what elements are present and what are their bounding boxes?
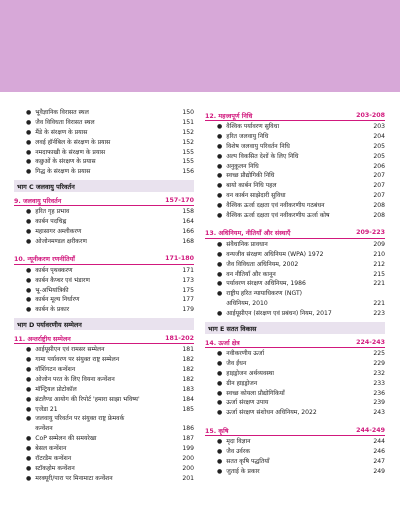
toc-entry [205,457,385,467]
toc-entry [14,295,194,305]
chapter-pages: 157-170 [165,196,194,204]
toc-entry-page: 212 [373,260,385,268]
bullet-icon: ● [217,399,223,407]
part-heading: भाग D पर्यावरणीय सम्मेलन [14,318,194,330]
toc-entry [14,217,194,227]
toc-entry-page: 225 [373,350,385,358]
toc-entry-title: अनुकूलन निधि [226,162,259,170]
chapter-title: 12. महत्त्वपूर्ण निधि [205,112,253,120]
toc-entry [14,375,194,385]
part-heading: भाग C जलवायु परिवर्तन [14,180,194,192]
header-band [0,0,400,92]
bullet-icon: ● [26,109,32,116]
toc-entry [205,279,385,289]
toc-entry [205,467,385,477]
toc-entry-page: 155 [182,158,194,166]
toc-entry-page: 221 [373,300,385,308]
bullet-icon: ● [26,218,32,226]
bullet-icon: ● [217,448,223,456]
bullet-icon: ● [217,132,223,140]
bullet-icon: ● [217,212,223,220]
toc-entry [14,276,194,286]
toc-entry-page: 239 [373,399,385,407]
toc-entry [205,132,385,142]
toc-entry [205,250,385,260]
toc-entry-page: 243 [373,409,385,417]
bullet-icon: ● [26,208,32,216]
toc-entry-title: वन नीतियाँ और कानून [226,270,276,278]
toc-entry-page: 152 [182,128,194,136]
toc-entry-page: 207 [373,172,385,180]
bullet-icon: ● [26,464,32,472]
bullet-icon: ● [26,158,32,166]
toc-entry-title: गामा पर्यावरण पर संयुक्त राष्ट्र सम्मेलन [35,356,120,364]
chapter-pages: 203-208 [356,111,385,119]
toc-left-column [14,108,194,484]
toc-entry-title: हाइड्रोजन अर्थव्यवस्था [226,369,275,377]
toc-entry-title: संवैधानिक प्रावधान [226,240,268,248]
toc-entry-title: वैश्विक ऊर्जा दक्षता एवं नवीकरणीय ऊर्जा कोष [226,212,330,220]
bullet-icon: ● [26,286,32,294]
toc-entry [14,207,194,217]
bullet-icon: ● [217,458,223,466]
toc-entry [14,167,194,177]
toc-entry [205,152,385,162]
toc-entry [205,191,385,201]
toc-entry-title: मरक्यूरी/पारा पर मिनामाटा कन्वेंशन [35,474,113,482]
toc-entry [14,395,194,405]
toc-entry-page: 166 [182,228,194,236]
chapter-pages: 181-202 [165,334,194,342]
toc-entry [14,385,194,395]
toc-entry [205,389,385,399]
toc-entry-page: 232 [373,369,385,377]
toc-entry [14,108,194,118]
toc-entry-title: CoP सम्मेलन की समयरेखा [35,435,97,443]
toc-entry-title: आईयूसीएन (संरक्षण एवं प्रबंधन) नियम, 2017 [226,310,332,318]
toc-entry-page: 156 [182,168,194,176]
bullet-icon: ● [217,123,223,130]
toc-page [0,92,400,511]
chapter-title: 14. ऊर्जा क्षेत्र [205,339,240,347]
toc-entry [14,454,194,464]
chapter-heading [14,333,194,344]
chapter-pages: 209-223 [356,229,385,237]
toc-entry [14,365,194,375]
toc-entry-title: बेसल कन्वेंशन [35,445,67,453]
toc-entry-page: 151 [182,118,194,126]
toc-entry-title: कार्बन पृथक्करण [35,266,73,274]
toc-entry [205,379,385,389]
bullet-icon: ● [217,240,223,248]
toc-entry [205,211,385,221]
toc-entry-page: 200 [182,464,194,472]
toc-entry-page: 158 [182,208,194,216]
toc-entry-title: रॉटरडैम कन्वेंशन [35,455,72,463]
toc-entry-title: मृदा विज्ञान [226,438,251,446]
toc-entry [14,434,194,444]
toc-entry [14,345,194,355]
bullet-icon: ● [217,260,223,268]
toc-entry [205,408,385,418]
toc-entry-title: स्टॉकहोम कन्वेंशन [35,464,75,472]
toc-entry-title: कार्बन कैप्चर एवं भंडारण [35,276,90,284]
toc-entry-page: 177 [182,296,194,304]
bullet-icon: ● [26,415,32,423]
toc-entry [205,181,385,191]
toc-entry [14,157,194,167]
toc-entry-page: 208 [373,202,385,210]
bullet-icon: ● [217,409,223,417]
toc-entry [14,286,194,296]
bullet-icon: ● [217,250,223,258]
toc-entry-page: 164 [182,218,194,226]
toc-entry-title: हरित जलवायु निधि [226,132,269,140]
toc-entry-title: वन कार्बन साझेदारी सुविधा [226,192,286,200]
toc-entry-title: आईयूसीएन एवं रामसर सम्मेलन [35,346,105,354]
toc-entry-page: 215 [373,270,385,278]
toc-entry-title: जैव ईंधन [226,359,247,367]
toc-entry [14,464,194,474]
toc-entry-page: 183 [182,385,194,393]
bullet-icon: ● [26,356,32,364]
chapter-heading [14,254,194,265]
toc-entry-title: लवई हॉर्नबिल के संरक्षण के प्रयास [35,138,111,146]
toc-entry-page: 179 [182,306,194,314]
toc-entry [14,405,194,415]
toc-entry-page: 199 [182,445,194,453]
toc-entry [205,359,385,369]
toc-entry-title: ओजोनमण्डल क्षरीकरण [35,237,87,245]
chapter-heading [14,195,194,206]
bullet-icon: ● [26,296,32,304]
toc-entry-page: 186 [182,425,194,433]
chapter-heading [205,228,385,239]
toc-entry-page: 244 [373,438,385,446]
bullet-icon: ● [26,405,32,413]
toc-entry-title: मैंडे के संरक्षण के प्रयास [35,128,88,136]
bullet-icon: ● [217,270,223,278]
toc-entry-title: सतत कृषि पद्धतियाँ [226,458,270,466]
toc-entry-page: 175 [182,286,194,294]
toc-entry-title: राष्ट्रीय हरित न्यायाधिकरण (NGT) [226,290,303,298]
bullet-icon: ● [26,276,32,284]
chapter-pages: 244-249 [356,426,385,434]
toc-entry [205,162,385,172]
bullet-icon: ● [26,148,32,156]
toc-entry-title: ब्रंटलैण्ड आयोग की रिपोर्ट 'हमारा साझा भविष्य' [35,395,140,403]
part-heading: भाग E सतत विकास [205,322,385,334]
toc-entry-page: 173 [182,276,194,284]
toc-entry-title: वैश्विक ऊर्जा दक्षता एवं नवीकरणीय गठबंधन [226,202,325,210]
toc-entry-page: 184 [182,395,194,403]
bullet-icon: ● [217,172,223,180]
toc-entry-title: भूवैज्ञानिक विरासत स्थल [35,109,89,116]
bullet-icon: ● [217,389,223,397]
toc-entry [205,171,385,181]
toc-entry-title: कछुओं के संरक्षण के प्रयास [35,158,96,166]
toc-entry-page: 229 [373,359,385,367]
toc-entry-title: कार्बन मूल्य निर्धारण [35,296,80,304]
bullet-icon: ● [26,474,32,482]
bullet-icon: ● [26,237,32,245]
toc-entry-page: 182 [182,375,194,383]
toc-entry [14,138,194,148]
toc-entry-title: स्वच्छ प्रौद्योगिकी निधि [226,172,275,180]
toc-entry-title: पर्यावरण संरक्षण अधिनियम, 1986 [226,280,306,288]
toc-entry [14,444,194,454]
toc-entry-page: 221 [373,280,385,288]
toc-entry-title: जैव उर्वरक [226,448,250,456]
chapter-title: 15. कृषि [205,427,229,435]
toc-entry-title: महासागर अम्लीकरण [35,228,82,236]
toc-entry-title: विशेष जलवायु परिवर्तन निधि [226,142,290,150]
bullet-icon: ● [217,359,223,367]
toc-entry [14,237,194,247]
toc-entry [14,227,194,237]
chapter-title: 13. अधिनियम, नीतियाँ और संस्थाएँ [205,230,291,238]
toc-entry-page: 201 [182,474,194,482]
toc-entry-page: 187 [182,435,194,443]
chapter-heading [205,425,385,436]
toc-entry-page: 168 [182,237,194,245]
toc-entry-page: 171 [182,266,194,274]
bullet-icon: ● [217,182,223,190]
bullet-icon: ● [26,445,32,453]
toc-entry-page: 205 [373,142,385,150]
bullet-icon: ● [217,192,223,200]
toc-entry-title: ऊर्जा संरक्षण उपाय [226,399,269,407]
toc-entry-title: जैव विविधता विरासत स्थल [35,118,95,126]
toc-entry-page: 181 [182,346,194,354]
toc-entry [205,270,385,280]
bullet-icon: ● [217,310,223,318]
bullet-icon: ● [26,168,32,176]
toc-entry-page: 246 [373,448,385,456]
bullet-icon: ● [217,152,223,160]
chapter-title: 10. न्यूनीकरण रणनीतियाँ [14,256,75,264]
toc-entry-title: बायो कार्बन निधि पहल [226,182,277,190]
toc-entry [14,305,194,315]
toc-entry-page: 249 [373,467,385,475]
bullet-icon: ● [217,290,223,298]
toc-entry [205,437,385,447]
chapter-title: 11. अन्तर्राष्ट्रीय सम्मेलन [14,335,71,343]
bullet-icon: ● [217,202,223,210]
chapter-pages: 224-243 [356,338,385,346]
toc-entry-page: 150 [182,109,194,116]
toc-entry [205,142,385,152]
toc-entry-page: 208 [373,212,385,220]
toc-entry-page: 210 [373,250,385,258]
toc-entry [205,122,385,132]
spacer [205,418,385,423]
toc-entry-page: 204 [373,132,385,140]
toc-entry-title: ग्रीन हाइड्रोजन [226,379,258,387]
toc-entry-title: जैव विविधता अधिनियम, 2002 [226,260,299,268]
toc-entry [205,299,385,309]
toc-entry-title: मॉन्ट्रियल प्रोटोकॉल [35,385,77,393]
toc-entry-title: गिद्ध के संरक्षण के प्रयास [35,168,91,176]
toc-entry-title: हरित गृह प्रभाव [35,208,70,216]
toc-entry-title: जलवायु परिवर्तन पर संयुक्त राष्ट्र फ्रेमवर्क [35,415,125,423]
toc-entry-page: 205 [373,152,385,160]
toc-entry-title: वॉशिंगटन कन्वेंशन [35,366,76,374]
toc-entry-page: 233 [373,379,385,387]
chapter-pages: 171-180 [165,255,194,263]
toc-entry [205,240,385,250]
toc-right-column [205,108,385,477]
bullet-icon: ● [217,379,223,387]
toc-entry-title: ओजोन परत के लिए वियना कन्वेंशन [35,375,115,383]
bullet-icon: ● [26,118,32,126]
toc-entry-page: 236 [373,389,385,397]
bullet-icon: ● [26,346,32,354]
toc-entry-title: स्वच्छ कोयला प्रौद्योगिकियाँ [226,389,285,397]
bullet-icon: ● [26,138,32,146]
toc-entry [14,424,194,434]
bullet-icon: ● [26,228,32,236]
toc-entry-title: कार्बन के प्रकार [35,306,70,314]
toc-entry-page: 152 [182,138,194,146]
toc-entry [14,148,194,158]
bullet-icon: ● [26,128,32,136]
toc-entry [14,355,194,365]
toc-entry [205,349,385,359]
toc-entry-page: 182 [182,366,194,374]
toc-entry-page: 207 [373,192,385,200]
bullet-icon: ● [26,306,32,314]
chapter-title: 9. जलवायु परिवर्तन [14,197,62,205]
toc-entry-title: अल्प विकसित देशों के लिए निधि [226,152,299,160]
toc-entry-page: 203 [373,123,385,130]
toc-entry-title: नवीकरणीय ऊर्जा [226,350,265,358]
toc-entry-title: वन्यजीव संरक्षण अधिनियम (WPA) 1972 [226,250,324,258]
toc-entry [205,201,385,211]
toc-entry-title: जुताई के प्रकार [226,467,260,475]
bullet-icon: ● [217,438,223,446]
bullet-icon: ● [217,142,223,150]
bullet-icon: ● [217,467,223,475]
toc-entry [14,128,194,138]
toc-entry-page: 200 [182,455,194,463]
toc-entry [205,309,385,319]
toc-entry-page: 155 [182,148,194,156]
toc-entry [205,447,385,457]
bullet-icon: ● [217,162,223,170]
toc-entry [14,118,194,128]
toc-entry-title: भू-अभियांत्रिकी [35,286,69,294]
bullet-icon: ● [26,385,32,393]
toc-entry-page: 206 [373,162,385,170]
toc-entry-title: कन्वेंशन [35,425,53,433]
bullet-icon: ● [217,369,223,377]
toc-entry-page: 247 [373,458,385,466]
spacer [205,221,385,226]
bullet-icon: ● [217,280,223,288]
toc-entry-page: 182 [182,356,194,364]
bullet-icon: ● [26,435,32,443]
toc-entry-title: नमदाफाखी के संरक्षण के प्रयास [35,148,106,156]
toc-entry [14,266,194,276]
toc-entry [205,260,385,270]
bullet-icon: ● [26,366,32,374]
toc-entry-page: 185 [182,405,194,413]
toc-entry-page: 207 [373,182,385,190]
toc-entry-title: वैश्विक पर्यावरण सुविधा [226,123,280,130]
chapter-heading [205,110,385,121]
chapter-heading [205,337,385,348]
bullet-icon: ● [26,375,32,383]
toc-entry [14,414,194,424]
spacer [14,247,194,252]
toc-entry [205,369,385,379]
bullet-icon: ● [26,395,32,403]
bullet-icon: ● [217,350,223,358]
toc-entry-title: अधिनियम, 2010 [226,300,268,308]
toc-entry-title: ऊर्जा संरक्षण संशोधन अधिनियम, 2022 [226,409,317,417]
toc-entry-title: कार्बन पदचिह्न [35,218,67,226]
toc-entry [205,289,385,299]
toc-entry [14,474,194,484]
toc-entry-title: एजेंडा 21 [35,405,58,413]
toc-entry-page: 209 [373,240,385,248]
toc-entry-page: 223 [373,310,385,318]
bullet-icon: ● [26,455,32,463]
toc-entry [205,398,385,408]
bullet-icon: ● [26,266,32,274]
